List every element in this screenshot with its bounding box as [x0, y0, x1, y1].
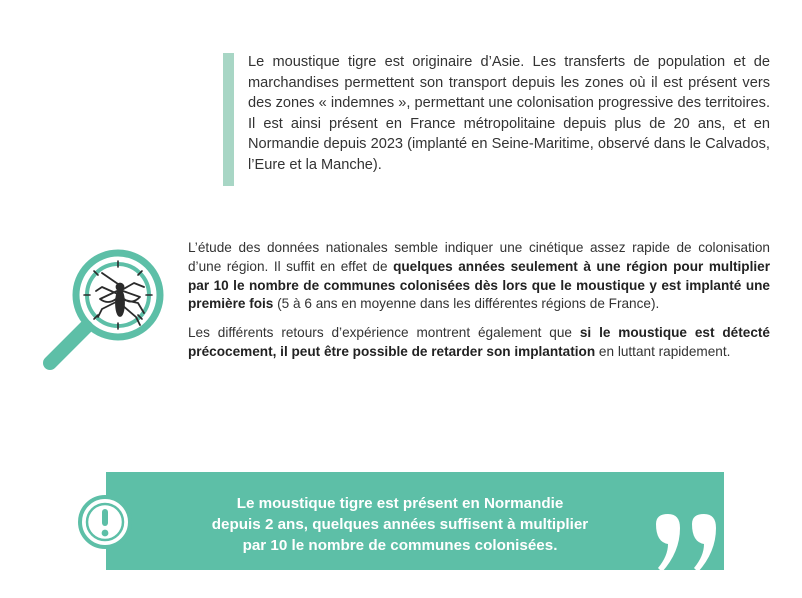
intro-paragraph: Le moustique tigre est originaire d’Asie. Les transferts de population et de marchandises permettent son transport depuis les zones où il est présent vers des zones « indemnes », permettant une colonisation progressive des territoires. Il est ainsi présent en France métropolitaine depuis plus de 20 ans, et en Normandie depuis 2023 (implanté en Seine-Maritime, observé dans le Calvados, l’Eure et la Manche). — [248, 54, 770, 173]
magnifier-mosquito-icon — [40, 247, 170, 377]
callout-line-3: par 10 le nombre de communes colonisées. — [242, 537, 558, 554]
exclamation-circle-icon — [76, 493, 134, 551]
study-text-block — [188, 239, 770, 362]
callout-message — [170, 493, 630, 556]
callout-line-1: Le moustique tigre est présent en Normandie — [236, 495, 564, 512]
callout-line-2: depuis 2 ans, quelques années suffisent à multiplier — [211, 516, 589, 533]
study-paragraph-2: Les différents retours d’expérience montrent également que si le moustique est détecté précocement, il peut être possible de retarder son implantation en luttant rapidement. — [188, 325, 770, 359]
study-paragraph-1: L’étude des données nationales semble indiquer une cinétique assez rapide de colonisation d’une région. Il suffit en effet de quelques années seulement à une région pour multiplier par 10 le nombre de communes colonisées dès lors que le moustique y est implanté une première fois (5 à 6 ans en moyenne dans les différentes régions de France). — [188, 240, 770, 312]
quotation-mark-icon — [652, 512, 726, 574]
intro-accent-bar — [223, 53, 234, 186]
